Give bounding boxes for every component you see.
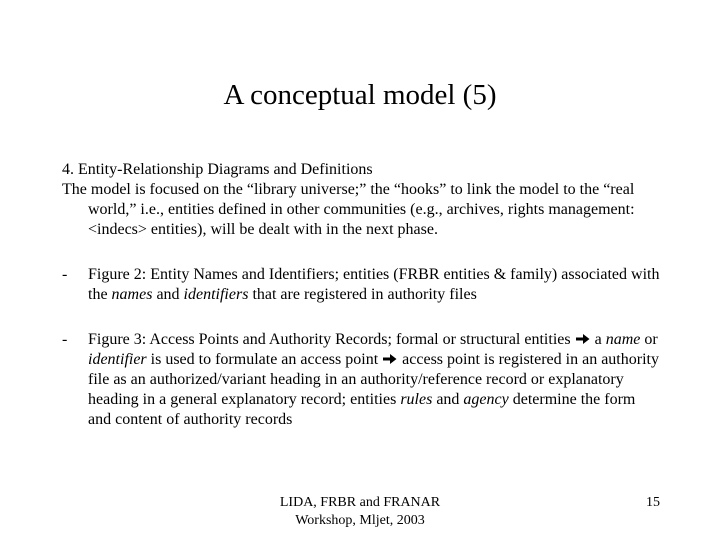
bullet-text-segment: and — [432, 391, 464, 408]
bullet-text-segment: a — [590, 331, 606, 348]
bullet-text-segment: Figure 3: Access Points and Authority Records; formal or structural entities — [88, 331, 575, 348]
bullet-text-segment: and — [152, 286, 184, 303]
right-arrow-icon — [383, 353, 397, 365]
page-number: 15 — [646, 495, 660, 510]
footer-line-1: LIDA, FRBR and FRANAR — [279, 495, 441, 510]
emphasis-name: name — [605, 331, 641, 348]
bullet-text-segment: access point is registered in an authority file as an authorized/variant heading in an authority/reference record or explanatory heading in a general explanatory record; entities — [88, 351, 659, 408]
bullet-text-segment: or — [640, 331, 658, 348]
bullet-text-segment: that are registered in authority files — [248, 286, 477, 303]
bullet-text — [88, 330, 662, 430]
section-heading: 4. Entity-Relationship Diagrams and Definitions — [62, 161, 373, 178]
bullet-text — [88, 265, 662, 305]
footer-credit — [220, 494, 500, 530]
bullet-text-segment: Figure 2: Entity Names and Identifiers; entities (FRBR entities & family) associated with the — [88, 266, 660, 303]
intro-paragraph: The model is focused on the “library universe;” the “hooks” to link the model to the “real world,” i.e., entities defined in other communities (e.g., archives, rights management: <indecs> entities), will be dealt with in the next phase. — [62, 181, 635, 238]
bullet-dash: - — [62, 331, 68, 348]
emphasis-rules: rules — [400, 391, 433, 408]
slide-title: A conceptual model (5) — [223, 79, 497, 111]
bullet-item-figure-2 — [62, 265, 662, 305]
bullet-item-figure-3 — [62, 330, 662, 430]
right-arrow-icon — [576, 333, 590, 345]
emphasis-agency: agency — [463, 391, 509, 408]
slide-body — [62, 160, 662, 430]
bullet-dash: - — [62, 266, 68, 283]
bullet-text-segment: determine the form and content of authority records — [88, 391, 636, 428]
emphasis-identifier: identifier — [88, 351, 147, 368]
footer-line-2: Workshop, Mljet, 2003 — [295, 513, 425, 528]
emphasis-identifiers: identifiers — [183, 286, 249, 303]
bullet-text-segment: is used to formulate an access point — [146, 351, 383, 368]
emphasis-names: names — [111, 286, 153, 303]
